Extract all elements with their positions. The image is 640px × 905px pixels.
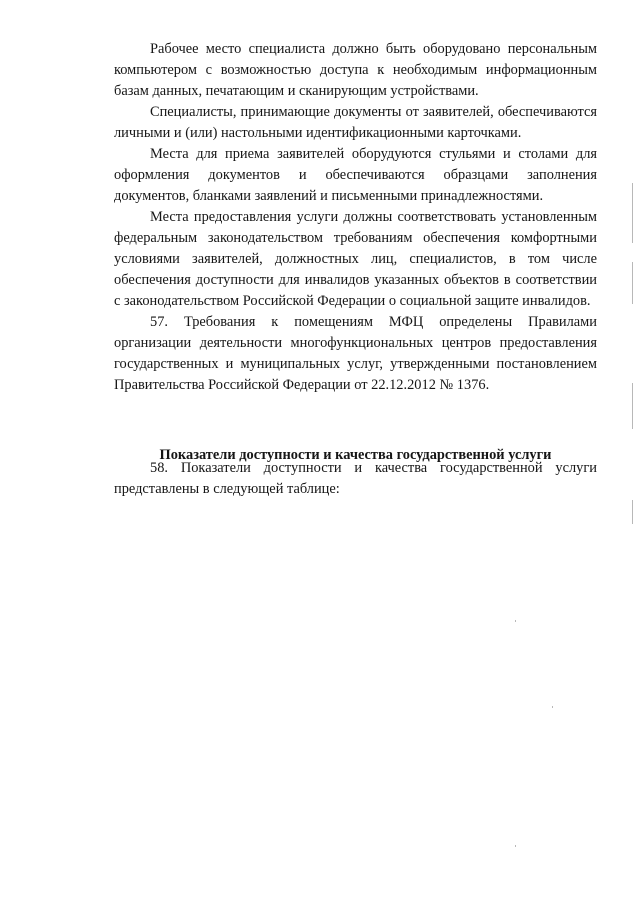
paragraph-workstation: Рабочее место специалиста должно быть оборудовано персональным компьютером с возможностью доступа к необходимым информационным базам данных, печатающим и сканирующим устройствами. <box>114 41 597 99</box>
paragraph-58: 58. Показатели доступности и качества государственной услуги представлены в следующей таблице: <box>114 460 597 497</box>
scan-artifact <box>632 500 633 524</box>
document-body-upper <box>114 39 597 396</box>
document-body-lower <box>114 458 597 500</box>
scan-artifact <box>632 383 633 429</box>
scan-artifact <box>515 620 516 622</box>
section-heading: Показатели доступности и качества государственной услуги <box>159 447 552 463</box>
paragraph-service-places: Места предоставления услуги должны соответствовать установленным федеральным законодательством требованиям обеспечения комфортными условиями заявителей, должностных лиц, специалистов, в том числе обеспечения доступности для инвалидов указанных объектов в соответствии с законодательством Российской Федерации о социальной защите инвалидов. <box>114 209 597 309</box>
scan-artifact <box>632 262 633 304</box>
paragraph-id-cards: Специалисты, принимающие документы от заявителей, обеспечиваются личными и (или) настольными идентификационными карточками. <box>114 104 597 141</box>
scan-artifact <box>515 845 516 847</box>
scan-artifact <box>552 706 553 708</box>
scan-artifact <box>632 183 633 243</box>
paragraph-reception-places: Места для приема заявителей оборудуются стульями и столами для оформления документов и обеспечиваются образцами заполнения документов, бланками заявлений и письменными принадлежностями. <box>114 146 597 204</box>
paragraph-57: 57. Требования к помещениям МФЦ определены Правилами организации деятельности многофункциональных центров предоставления государственных и муниципальных услуг, утвержденными постановлением Правительства Российской Федерации от 22.12.2012 № 1376. <box>114 314 597 393</box>
